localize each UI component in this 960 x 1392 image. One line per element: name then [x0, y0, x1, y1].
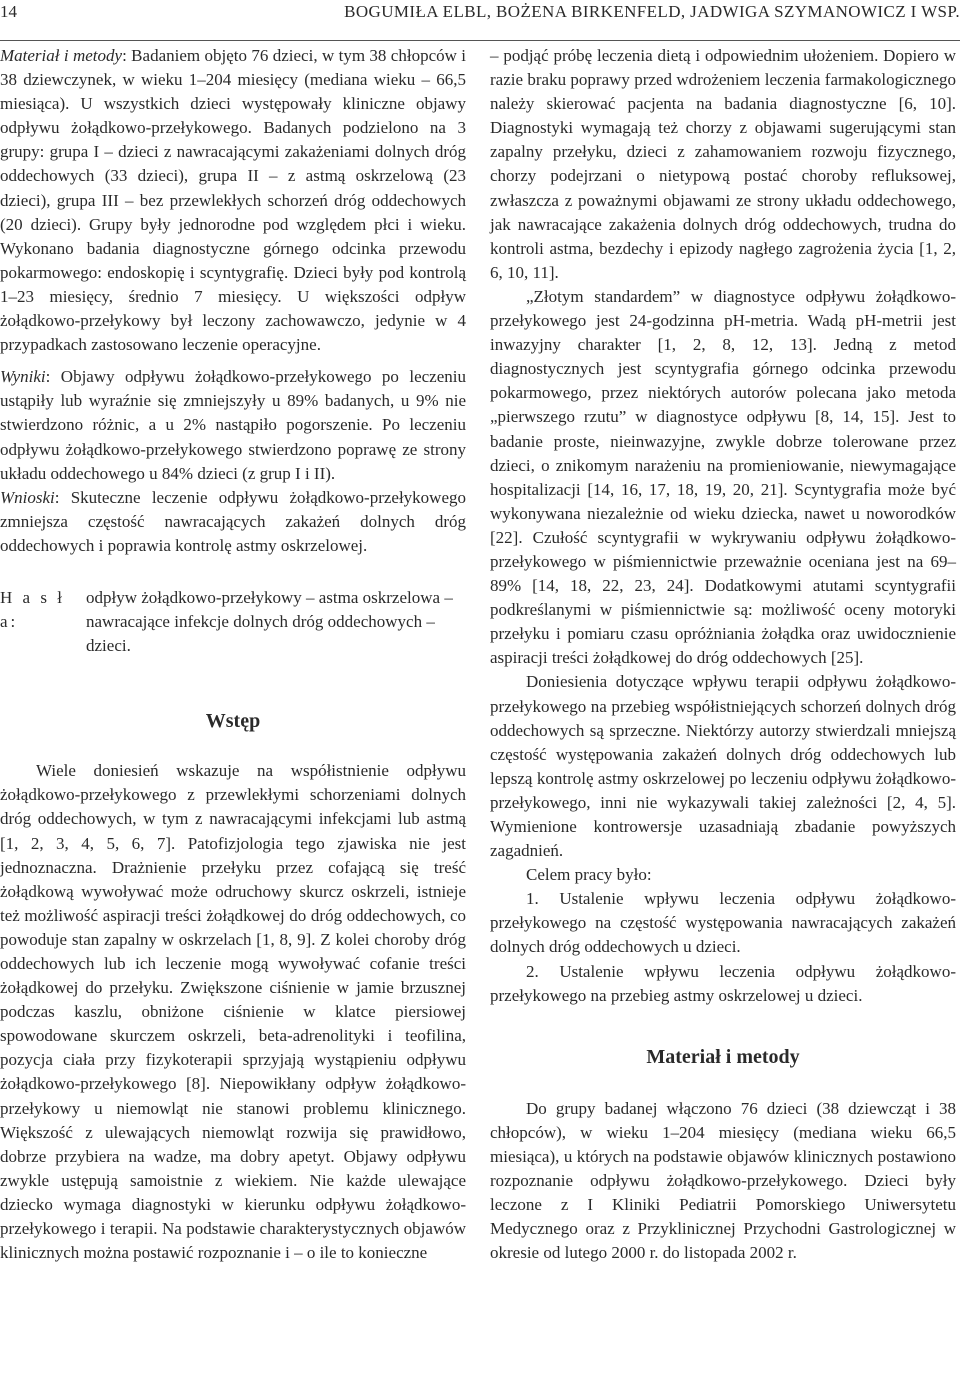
abstract-methods-label: Materiał i metody [0, 46, 123, 65]
keywords-text: odpływ żołądkowo-przełykowy – astma oskrzelowa – nawracające infekcje dolnych dróg oddechowych – dzieci. [86, 587, 453, 656]
aim-label: Celem pracy było: [526, 865, 652, 885]
abstract-methods [0, 44, 466, 357]
abstract-conclusions-label: Wnioski [0, 487, 55, 507]
methods-paragraph-1: Do grupy badanej włączono 76 dzieci (38 dziewcząt i 38 chłopców), w wieku 1–204 miesięcy (mediana wieku 66,5 miesiąca), u których na podstawie objawów klinicznych postawiono rozpoznanie odpływu żołądkowo-przełykowego. Dzieci były leczone z I Kliniki Pediatrii Pomorskiego Uniwersytetu Medycznego oraz z Przyklinicznej Przychodni Gastrologicznej w okresie od lutego 2000 r. do listopada 2002 r. [490, 1098, 956, 1263]
aim-item-1: 1. Ustalenie wpływu leczenia odpływu żołądkowo-przełykowego na częstość występowania nawracających zakażeń dolnych dróg oddechowych u dzieci. [490, 889, 956, 957]
section-title-intro: Wstęp [205, 710, 261, 733]
keywords-label: H a s ł a: [0, 587, 65, 632]
right-column [490, 44, 956, 1265]
left-column [0, 44, 466, 1265]
running-head: BOGUMIŁA ELBL, BOŻENA BIRKENFELD, JADWIGA SZYMANOWICZ I WSP. [344, 2, 960, 21]
abstract-results-text: : Objawy odpływu żołądkowo-przełykowego po leczeniu ustąpiły lub wyraźnie się zmniejszyły u 89% badanych, u 9% nie stwierdzono różnic, a u 2% nastąpiło pogorszenie. Po leczeniu odpływu żołądkowo-przełykowego stwierdzono poprawę ze strony układu oddechowego u 84% dzieci (z grup I i II). [0, 367, 466, 483]
abstract-results-label: Wyniki [0, 367, 46, 387]
abstract-methods-text: : Badaniem objęto 76 dzieci, w tym 38 chłopców i 38 dziewczynek, w wieku 1–204 miesięcy (mediana wieku – 66,5 miesiąca). U wszystkich dzieci występowały kliniczne objawy odpływu żołądkowo-przełykowego. Badanych podzielono na 3 grupy: grupa I – dzieci z nawracającymi zakażeniami dolnych dróg oddechowych (33 dzieci), grupa II – z astmą oskrzelową (23 dzieci), grupa III – bez przewlekłych schorzeń dróg oddechowych (20 dzieci). Grupy były jednorodne pod względem płci i wieku. Wykonano badania diagnostyczne górnego odcinka przewodu pokarmowego: endoskopię i scyntygrafię. Dzieci były pod kontrolą 1–23 miesięcy, średnio 7 miesięcy. U większości odpływ żołądkowo-przełykowy był leczony zachowawczo, jedynie w 4 przypadkach zastosowano leczenie operacyjne. [0, 46, 466, 355]
intro-paragraph-1: Wiele doniesień wskazuje na współistnienie odpływu żołądkowo-przełykowego z przewlekłymi schorzeniami dolnych dróg oddechowych, w tym z nawracającymi infekcjami lub astmą [1, 2, 3, 4, 5, 6, 7]. Patofizjologia tego zjawiska nie jest jednoznaczna. Drażnienie przełyku przez cofającą się treść żołądkową wywoływać może odruchowy skurcz oskrzeli, istnieje też możliwość aspiracji treści żołądkowej do dróg oddechowych, co powoduje stan zapalny w oskrzelach [1, 8, 9]. Z kolei choroby dróg oddechowych lub ich leczenie mogą wywoływać cofanie treści żołądkowej do przełyku. Zwiększone ciśnienie w jamie brzusznej podczas kaszlu, obniżone ciśnienie w klatce piersiowej spowodowane skurczem oskrzeli, beta-adrenolityki i teofilina, pozycja ciała przy fizykoterapii sprzyjają wystąpieniu odpływu żołądkowo-przełykowego [8]. Niepowikłany odpływ żołądkowo-przełykowy u niemowląt nie stanowi problemu klinicznego. Większość z ulewających niemowląt rozwija się prawidłowo, dobrze przybiera na wadze, ma dobry apetyt. Objawy odpływu zwykle ustępują samoistnie z wiekiem. Nie każde ulewające dziecko wymaga diagnostyki w kierunku odpływu żołądkowo-przełykowego i terapii. Na podstawie charakterystycznych objawów klinicznych można postawić rozpoznanie i – o ile to konieczne [0, 761, 466, 1263]
intro-paragraph-3: Doniesienia dotyczące wpływu terapii odpływu żołądkowo-przełykowego na przebieg współistniejących schorzeń dolnych dróg oddechowych są sprzeczne. Niektórzy autorzy stwierdzali mniejszą częstość występowania zakażeń dolnych dróg oddechowych lub lepszą kontrolę astmy oskrzelowej po leczeniu odpływu żołądkowo-przełykowego, inni nie wykazywali takiej zależności [2, 4, 5]. Wymienione kontrowersje uzasadniają zbadanie powyższych zagadnień. [490, 672, 956, 861]
intro-paragraph-1-continued: – podjąć próbę leczenia dietą i odpowiednim ułożeniem. Dopiero w razie braku poprawy przed wdrożeniem leczenia farmakologicznego należy skierować pacjenta na badania diagnostyczne [6, 10]. Diagnostyki wymagają też chorzy z objawami sugerującymi stan zapalny przełyku, dzieci z zahamowaniem rozwoju fizycznego, chorzy podejrzani o nietypową postać choroby refluksowej, zwłaszcza z poważnymi objawami ze strony układu oddechowego, jak nawracające zakażenia dolnych dróg oddechowych, trudna do kontroli astma, bezdechy i epizody nagłego zagrożenia życia [1, 2, 6, 10, 11]. [490, 46, 956, 282]
aim-item-2: 2. Ustalenie wpływu leczenia odpływu żołądkowo-przełykowego na przebieg astmy oskrzelowej u dzieci. [490, 961, 956, 1005]
abstract-conclusions-text: : Skuteczne leczenie odpływu żołądkowo-przełykowego zmniejsza częstość nawracających zakażeń dolnych dróg oddechowych i poprawia kontrolę astmy oskrzelowej. [0, 487, 466, 555]
abstract-conclusions [0, 486, 466, 558]
section-title-methods: Materiał i metody [646, 1045, 800, 1068]
page-number: 14 [0, 2, 17, 21]
abstract-results [0, 365, 466, 485]
keywords [0, 586, 466, 658]
page-header [0, 0, 960, 41]
intro-paragraph-2: „Złotym standardem” w diagnostyce odpływu żołądkowo-przełykowego jest 24-godzinna pH-metria. Wadą pH-metrii jest inwazyjny charakter [1, 2, 8, 12, 13]. Jedną z metod diagnostycznych jest scyntygrafia górnego odcinka przewodu pokarmowego, przez niektórych autorów polecana jako metoda „pierwszego rzutu” w diagnostyce odpływu [8, 14, 15]. Jest to badanie proste, nieinwazyjne, zwykle dobrze tolerowane przez dzieci, o znikomym narażeniu na promieniowanie, niewymagające hospitalizacji [14, 16, 17, 18, 19, 20, 21]. Scyntygrafia może być wykonywana niezależnie od wieku dziecka, nawet u noworodków [22]. Czułość scyntygrafii w wykrywaniu odpływu żołądkowo-przełykowego w piśmiennictwie przeważnie oceniana jest na 69–89% [14, 18, 22, 23, 24]. Dodatkowymi atutami scyntygrafii podkreślanymi w piśmiennictwie są: możliwość oceny motoryki przełyku i pomiaru czasu opróżniania żołądka oraz uwidocznienie aspiracji treści żołądkowej do dróg oddechowych [25]. [490, 286, 956, 668]
